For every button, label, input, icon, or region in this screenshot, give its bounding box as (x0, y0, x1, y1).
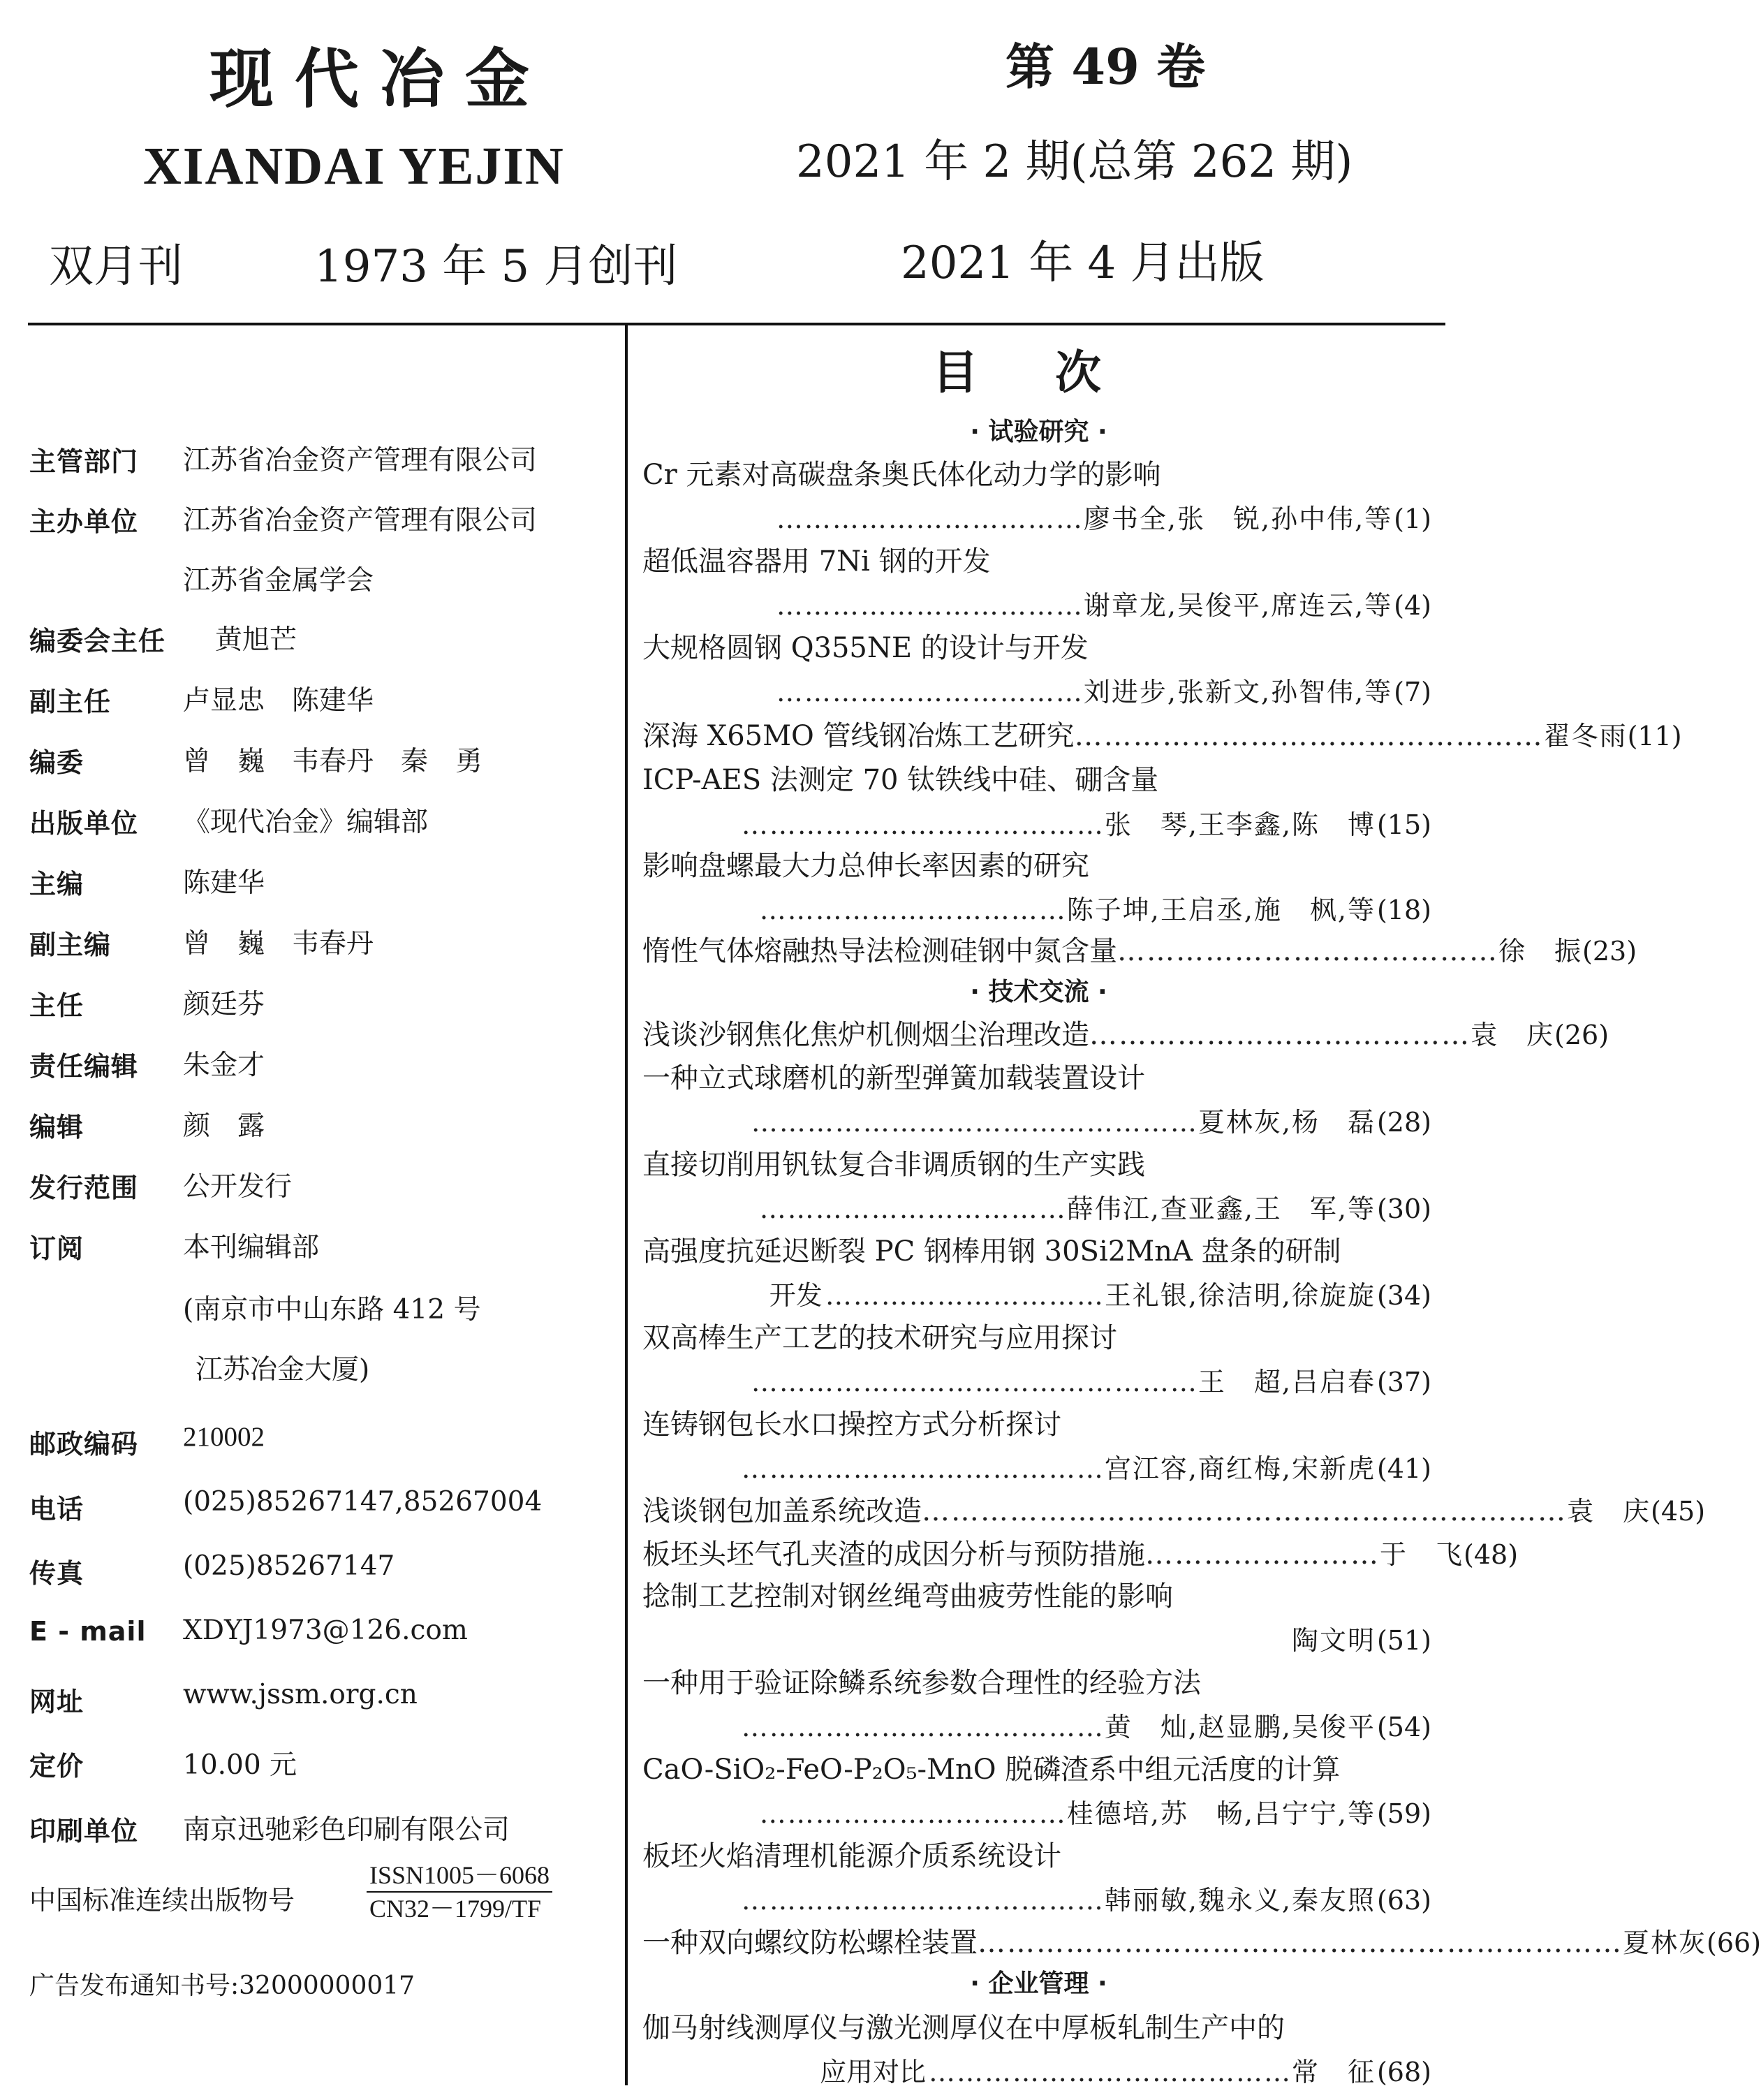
info-value: 江苏省冶金资产管理有限公司 (183, 445, 538, 476)
journal-title-en: XIANDAI YEJIN (143, 137, 565, 196)
info-label: 网址 (29, 1687, 84, 1717)
leader-dots: …………………………… (759, 895, 1067, 925)
page-number: (1) (1394, 504, 1431, 534)
info-label: 印刷单位 (29, 1816, 139, 1846)
leader-dots: ………………………………………… (1074, 720, 1544, 752)
article-title: 捻制工艺控制对钢丝绳弯曲疲劳性能的影响 (642, 1580, 1173, 1613)
page-number: (4) (1394, 590, 1431, 621)
issn-block (367, 1859, 552, 1925)
info-label: 邮政编码 (29, 1429, 139, 1460)
leader-dots: ………………………………… (1089, 1019, 1471, 1051)
info-label: 电话 (29, 1494, 84, 1525)
article-title: 深海 X65MO 管线钢冶炼工艺研究 (642, 720, 1075, 752)
page-number: (37) (1376, 1367, 1431, 1397)
issn-label: 中国标准连续出版物号 (29, 1885, 295, 1916)
article-authors: 陈子坤,王启丞,施 枫,等 (1066, 895, 1376, 925)
article-authors: 袁 庆 (1567, 1496, 1651, 1527)
info-label: 出版单位 (29, 808, 139, 839)
section-heading: · 试验研究 · (970, 418, 1107, 446)
info-value: 曾 巍 韦春丹 (183, 928, 374, 960)
article-byline (820, 2050, 1431, 2089)
article-authors: 王礼银,徐洁明,徐旋旋 (1104, 1280, 1376, 1311)
info-label: 编委 (29, 747, 84, 778)
article-title: 一种双向螺纹防松螺栓装置 (642, 1927, 978, 1959)
info-value: 10.00 元 (183, 1749, 297, 1781)
article-byline (742, 1447, 1431, 1485)
leader-dots: …………………………… (776, 504, 1084, 534)
website-value: www.jssm.org.cn (183, 1679, 418, 1710)
leader-dots: ………………………………… (741, 1712, 1105, 1742)
info-value: 陈建华 (183, 867, 265, 899)
page-number: (34) (1376, 1280, 1431, 1311)
article-title: 惰性气体熔融热导法检测硅钢中氮含量 (642, 935, 1117, 967)
article-authors: 宫江容,商红梅,宋新虎 (1104, 1453, 1376, 1484)
leader-dots: ………………………………… (741, 809, 1105, 840)
article-title: 浅谈钢包加盖系统改造 (642, 1495, 922, 1527)
article-title: 板坯头坯气孔夹渣的成因分析与预防措施 (642, 1539, 1145, 1571)
article-title: 浅谈沙钢焦化焦炉机侧烟尘治理改造 (642, 1019, 1089, 1051)
info-label: 副主编 (29, 930, 112, 960)
volume-number: 第 49 卷 (1005, 38, 1206, 96)
info-label: 编委会主任 (29, 626, 166, 656)
info-value: 公开发行 (183, 1171, 293, 1203)
page-number: (66) (1707, 1928, 1761, 1958)
leader-dots: …………………… (1145, 1539, 1380, 1571)
article-authors: 于 飞 (1380, 1539, 1464, 1570)
article-authors: 张 琴,王李鑫,陈 博 (1104, 809, 1376, 840)
info-value: 曾 巍 韦春丹 秦 勇 (183, 746, 483, 777)
info-value: 《现代冶金》编辑部 (183, 807, 429, 838)
info-label: 主办单位 (29, 506, 139, 537)
title-continuation: 应用对比 (819, 2057, 926, 2087)
article-entry (642, 1013, 1609, 1052)
email-value: XDYJ1973@126.com (183, 1615, 468, 1646)
founded-date: 1973 年 5 月创刊 (314, 241, 678, 293)
page-number: (15) (1376, 809, 1431, 840)
info-value: 黄旭芒 (215, 624, 297, 656)
info-label: 编辑 (29, 1112, 84, 1143)
info-label: 主任 (29, 990, 84, 1021)
article-title: 影响盘螺最大力总伸长率因素的研究 (642, 850, 1089, 882)
page-number: (7) (1394, 677, 1431, 707)
info-value: 江苏冶金大厦) (196, 1354, 370, 1386)
leader-dots: ………………………………………………………… (922, 1495, 1567, 1527)
leader-dots: …………………………… (776, 590, 1084, 621)
issue-number: 2021 年 2 期(总第 262 期) (796, 136, 1353, 188)
toc-heading: 目次 (932, 346, 1178, 399)
article-authors: 王 超,吕启春 (1198, 1367, 1376, 1397)
leader-dots: ………………………………………… (751, 1107, 1198, 1138)
article-authors: 韩丽敏,魏永义,秦友照 (1104, 1885, 1376, 1916)
info-label: 主编 (29, 869, 84, 900)
article-authors: 谢章龙,吴俊平,席连云,等 (1083, 590, 1393, 621)
article-entry (642, 714, 1682, 754)
info-value: 江苏省冶金资产管理有限公司 (183, 505, 538, 536)
masthead-divider (28, 323, 1445, 325)
page-number: (68) (1376, 2057, 1431, 2087)
info-value: (南京市中山东路 412 号 (183, 1294, 481, 1326)
article-title: 超低温容器用 7Ni 钢的开发 (642, 545, 991, 578)
article-authors: 廖书全,张 锐,孙中伟,等 (1083, 504, 1393, 534)
journal-title-cn: 现代冶金 (209, 41, 551, 117)
leader-dots: …………………………… (776, 677, 1084, 707)
article-title: 高强度抗延迟断裂 PC 钢棒用钢 30Si2MnA 盘条的研制 (642, 1235, 1341, 1268)
leader-dots: ………………………………… (741, 1885, 1105, 1916)
article-authors: 薛伟江,查亚鑫,王 军,等 (1066, 1194, 1376, 1224)
info-value: 卢显忠 陈建华 (183, 685, 374, 717)
article-byline (776, 497, 1431, 536)
article-byline (769, 1274, 1431, 1312)
leader-dots: ………………………………………… (751, 1367, 1198, 1397)
article-byline (760, 888, 1431, 927)
title-continuation: 开发 (769, 1280, 823, 1311)
info-value: 210002 (183, 1422, 265, 1452)
info-value: 颜廷芬 (183, 989, 265, 1020)
article-authors: 翟冬雨 (1543, 721, 1628, 751)
article-authors: 陶文明 (1291, 1625, 1376, 1656)
page-number: (18) (1376, 895, 1431, 925)
article-authors: 夏林灰 (1623, 1928, 1707, 1958)
info-label: 传真 (29, 1558, 84, 1589)
article-byline (776, 584, 1431, 622)
article-entry (642, 1532, 1519, 1572)
leader-dots: …………………………… (759, 1194, 1067, 1224)
page-number: (23) (1582, 936, 1637, 967)
article-byline (1292, 1619, 1431, 1657)
section-heading: · 企业管理 · (970, 1969, 1107, 1998)
page-number: (30) (1376, 1194, 1431, 1224)
article-title: 大规格圆钢 Q355NE 的设计与开发 (642, 632, 1089, 664)
info-value: 本刊编辑部 (183, 1232, 320, 1263)
article-authors: 桂德培,苏 畅,吕宁宁,等 (1066, 1798, 1376, 1829)
cn-number: CN32－1799/TF (369, 1895, 542, 1923)
leader-dots: …………………………… (759, 1798, 1067, 1829)
info-label: 主管部门 (29, 446, 139, 477)
page-number: (11) (1627, 721, 1682, 751)
page-number: (51) (1376, 1625, 1431, 1656)
column-divider (625, 325, 628, 2085)
article-byline (751, 1360, 1431, 1399)
article-title: 双高棒生产工艺的技术研究与应用探讨 (642, 1322, 1117, 1354)
article-byline (742, 803, 1431, 842)
info-label: 订阅 (29, 1233, 84, 1264)
article-title: 板坯火焰清理机能源介质系统设计 (642, 1840, 1061, 1872)
publish-date: 2021 年 4 月出版 (901, 237, 1265, 289)
article-title: ICP-AES 法测定 70 钛铁线中硅、硼含量 (642, 764, 1159, 796)
info-value: (025)85267147,85267004 (183, 1486, 543, 1518)
info-value: 江苏省金属学会 (183, 565, 374, 596)
page-number: (48) (1464, 1539, 1519, 1570)
article-entry (642, 1489, 1706, 1529)
article-title: 连铸钢包长水口操控方式分析探讨 (642, 1409, 1061, 1441)
article-entry (642, 1921, 1761, 1960)
section-heading: · 技术交流 · (970, 978, 1107, 1006)
page-number: (63) (1376, 1885, 1431, 1916)
info-label: 副主任 (29, 686, 112, 717)
article-title: Cr 元素对高碳盘条奥氏体化动力学的影响 (642, 459, 1161, 491)
article-byline (776, 670, 1431, 709)
leader-dots: ………………………………… (1117, 935, 1498, 967)
info-value: (025)85267147 (183, 1550, 395, 1582)
article-byline (760, 1792, 1431, 1830)
info-label: 发行范围 (29, 1173, 139, 1203)
frequency: 双月刊 (49, 241, 183, 293)
article-authors: 刘进步,张新文,孙智伟,等 (1083, 677, 1393, 707)
article-byline (742, 1705, 1431, 1744)
page-number: (28) (1376, 1107, 1431, 1138)
info-value: 南京迅驰彩色印刷有限公司 (183, 1814, 510, 1846)
article-byline (760, 1187, 1431, 1226)
article-title: 一种立式球磨机的新型弹簧加载装置设计 (642, 1062, 1145, 1094)
leader-dots: ………………………… (825, 1280, 1105, 1311)
leader-dots: ………………………………… (741, 1453, 1105, 1484)
article-authors: 袁 庆 (1471, 1020, 1555, 1050)
page-number: (26) (1554, 1020, 1609, 1050)
article-authors: 夏林灰,杨 磊 (1198, 1107, 1376, 1138)
article-authors: 徐 振 (1498, 936, 1583, 967)
article-title: 一种用于验证除鳞系统参数合理性的经验方法 (642, 1667, 1201, 1699)
page-number: (59) (1376, 1798, 1431, 1829)
article-authors: 常 征 (1291, 2057, 1376, 2087)
page-number: (41) (1376, 1453, 1431, 1484)
info-value: 朱金才 (183, 1050, 265, 1081)
article-byline (742, 1879, 1431, 1917)
ad-notice: 广告发布通知书号:32000000017 (29, 1971, 415, 2000)
page-number: (45) (1651, 1496, 1706, 1527)
article-authors: 黄 灿,赵显鹏,吴俊平 (1104, 1712, 1376, 1742)
article-title: 直接切削用钒钛复合非调质钢的生产实践 (642, 1149, 1145, 1181)
article-title: CaO-SiO₂-FeO-P₂O₅-MnO 脱磷渣系中组元活度的计算 (642, 1754, 1341, 1786)
info-label: E - mail (29, 1616, 147, 1647)
article-entry (642, 929, 1637, 969)
article-byline (751, 1101, 1431, 1139)
info-label: 责任编辑 (29, 1051, 139, 1082)
article-title: 伽马射线测厚仪与激光测厚仪在中厚板轧制生产中的 (642, 2012, 1285, 2044)
leader-dots: ………………………………………………………… (978, 1927, 1623, 1959)
leader-dots: ………………………………… (928, 2057, 1292, 2087)
issn-number: ISSN1005－6068 (367, 1859, 552, 1893)
info-label: 定价 (29, 1751, 84, 1782)
page-number: (54) (1376, 1712, 1431, 1742)
info-value: 颜 露 (183, 1110, 265, 1142)
